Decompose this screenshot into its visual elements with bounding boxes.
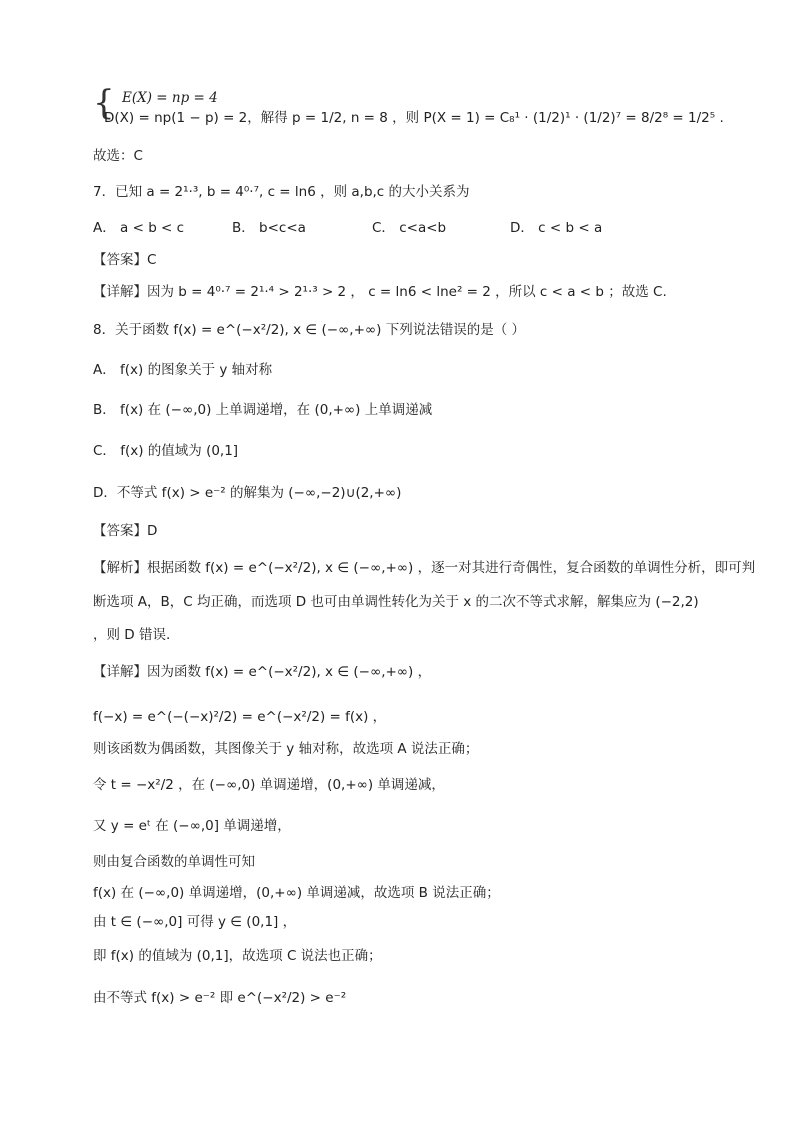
- q8-option-d: D．不等式 f(x) > e⁻² 的解集为 (−∞,−2)∪(2,+∞): [93, 485, 402, 501]
- equation-expectation: E(X) = np = 4: [122, 90, 218, 106]
- system-brace: {: [93, 83, 115, 123]
- detail-line-5: 又 y = eᵗ 在 (−∞,0] 单调递增，: [93, 818, 291, 834]
- q7-option-c: C． c<a<b: [372, 220, 447, 236]
- equation-variance-result: D(X) = np(1 − p) = 2，解得 p = 1/2, n = 8 ，则 P(X = 1) = C₈¹ · (1/2)¹ · (1/2)⁷ = 8/2⁸ = 1/2⁵ .: [104, 110, 724, 126]
- q8-option-a: A． f(x) 的图象关于 y 轴对称: [93, 362, 273, 378]
- q8-answer: 【答案】D: [93, 523, 158, 539]
- detail-line-1: 【详解】因为函数 f(x) = e^(−x²/2), x ∈ (−∞,+∞) ，: [93, 664, 432, 680]
- q7-option-a: A． a < b < c: [93, 220, 185, 236]
- detail-line-6: 则由复合函数的单调性可知: [93, 854, 255, 870]
- q7-option-b: B． b<c<a: [232, 220, 306, 236]
- q7-option-d: D． c < b < a: [510, 220, 603, 236]
- q8-option-b: B． f(x) 在 (−∞,0) 上单调递增，在 (0,+∞) 上单调递减: [93, 402, 433, 418]
- detail-line-4: 令 t = −x²/2 ，在 (−∞,0) 单调递增，(0,+∞) 单调递减，: [93, 777, 445, 793]
- q7-detail: 【详解】因为 b = 4⁰·⁷ = 2¹·⁴ > 2¹·³ > 2 ， c = ln6 < lne² = 2 ，所以 c < a < b ；故选 C.: [93, 284, 667, 300]
- question-7: 7．已知 a = 2¹·³, b = 4⁰·⁷, c = ln6 ，则 a,b,c 的大小关系为: [93, 184, 470, 200]
- analysis-line-3: ，则 D 错误.: [93, 627, 171, 643]
- detail-line-3: 则该函数为偶函数，其图像关于 y 轴对称，故选项 A 说法正确；: [93, 741, 479, 757]
- detail-line-10: 由不等式 f(x) > e⁻² 即 e^(−x²/2) > e⁻²: [93, 990, 347, 1006]
- analysis-line-1: 【解析】根据函数 f(x) = e^(−x²/2), x ∈ (−∞,+∞) ，逐一对其进行奇偶性，复合函数的单调性分析，即可判: [93, 560, 756, 576]
- analysis-line-2: 断选项 A，B，C 均正确，而选项 D 也可由单调性转化为关于 x 的二次不等式求解，解集应为 (−2,2): [93, 594, 699, 610]
- detail-line-2: f(−x) = e^(−(−x)²/2) = e^(−x²/2) = f(x) ，: [93, 709, 387, 725]
- q7-answer: 【答案】C: [93, 252, 157, 268]
- q8-option-c: C． f(x) 的值域为 (0,1]: [93, 443, 239, 459]
- detail-line-8: 由 t ∈ (−∞,0] 可得 y ∈ (0,1] ，: [93, 914, 297, 930]
- question-8: 8．关于函数 f(x) = e^(−x²/2), x ∈ (−∞,+∞) 下列说法错误的是（ ）: [93, 322, 525, 338]
- detail-line-9: 即 f(x) 的值域为 (0,1]，故选项 C 说法也正确；: [93, 948, 382, 964]
- detail-line-7: f(x) 在 (−∞,0) 单调递增，(0,+∞) 单调递减，故选项 B 说法正确；: [93, 885, 500, 901]
- choice-line: 故选：C: [93, 148, 143, 164]
